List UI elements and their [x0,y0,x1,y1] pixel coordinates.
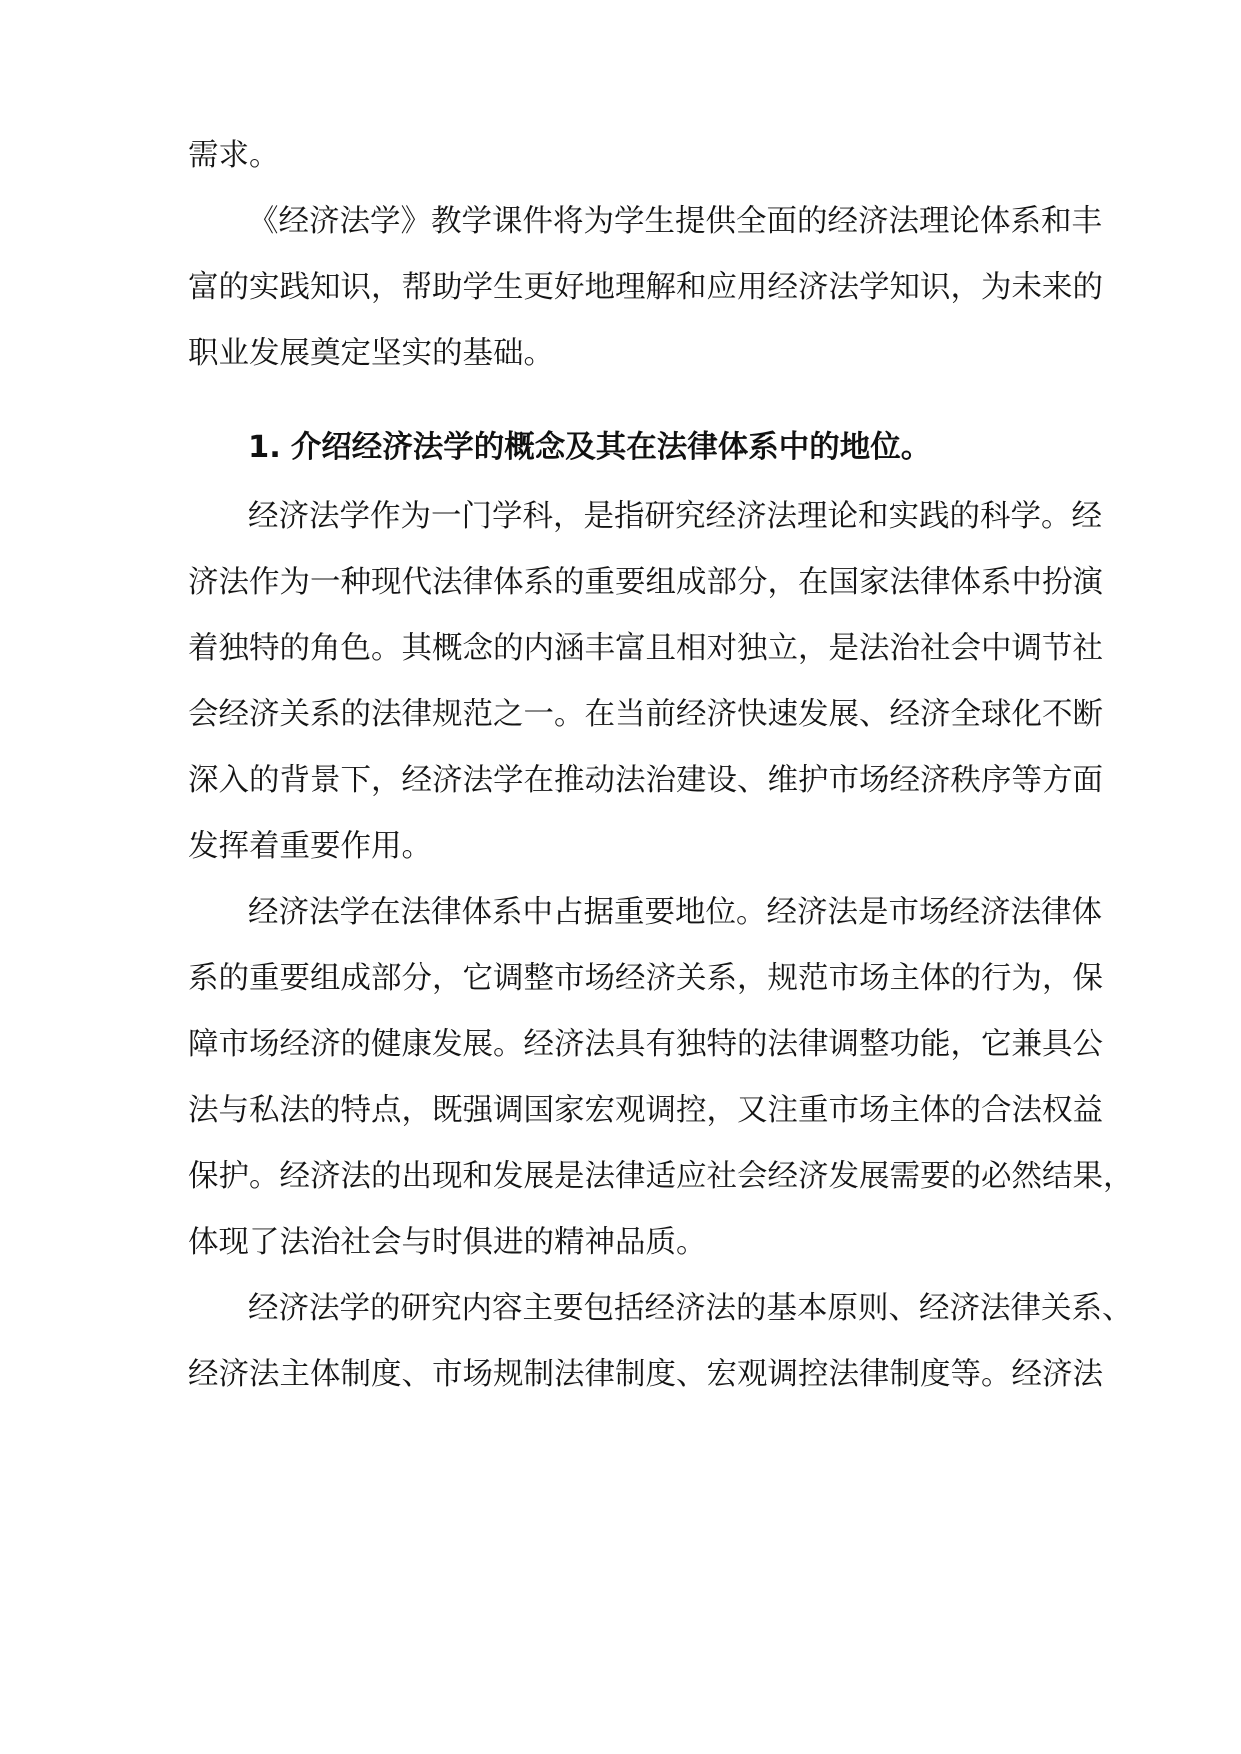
paragraph-line: 经济法主体制度、市场规制法律制度、宏观调控法律制度等。经济法 [188,1357,1103,1392]
paragraph-line: 经济法学在法律体系中占据重要地位。经济法是市场经济法律体 [248,895,1102,930]
paragraph-line: 深入的背景下，经济法学在推动法治建设、维护市场经济秩序等方面 [188,763,1103,798]
paragraph-line: 保护。经济法的出现和发展是法律适应社会经济发展需要的必然结果， [188,1159,1134,1194]
paragraph-line: 经济法学作为一门学科，是指研究经济法理论和实践的科学。经 [248,499,1102,534]
paragraph-line: 经济法学的研究内容主要包括经济法的基本原则、经济法律关系、 [248,1291,1133,1326]
paragraph-line: 体现了法治社会与时俱进的精神品质。 [188,1225,707,1260]
paragraph-line: 《经济法学》教学课件将为学生提供全面的经济法理论体系和丰 [248,204,1102,239]
section-heading-text: 介绍经济法学的概念及其在法律体系中的地位。 [290,430,932,465]
paragraph-line: 系的重要组成部分，它调整市场经济关系，规范市场主体的行为，保 [188,961,1103,996]
paragraph-line: 发挥着重要作用。 [188,829,432,864]
section-heading [248,430,932,465]
paragraph-line: 职业发展奠定坚实的基础。 [188,336,554,371]
paragraph-line: 障市场经济的健康发展。经济法具有独特的法律调整功能，它兼具公 [188,1027,1103,1062]
paragraph-line: 济法作为一种现代法律体系的重要组成部分，在国家法律体系中扮演 [188,565,1103,600]
paragraph-line: 富的实践知识，帮助学生更好地理解和应用经济法学知识，为未来的 [188,270,1103,305]
section-heading-number: 1. [248,430,281,465]
paragraph-line: 需求。 [188,138,280,173]
paragraph-line: 会经济关系的法律规范之一。在当前经济快速发展、经济全球化不断 [188,697,1103,732]
paragraph-line: 着独特的角色。其概念的内涵丰富且相对独立，是法治社会中调节社 [188,631,1103,666]
paragraph-line: 法与私法的特点，既强调国家宏观调控，又注重市场主体的合法权益 [188,1093,1103,1128]
